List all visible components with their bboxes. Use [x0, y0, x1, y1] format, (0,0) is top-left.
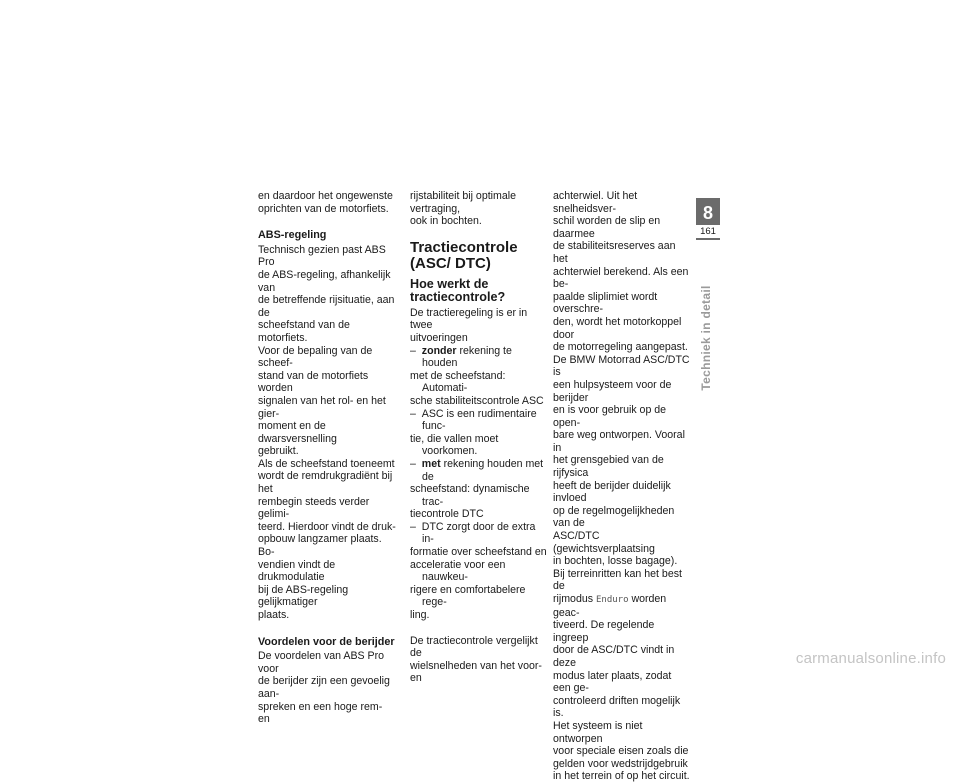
text-line: controleerd driften mogelijk is.	[553, 694, 681, 720]
text-line: paalde sliplimiet wordt overschre-	[553, 290, 658, 316]
text-line: de berijder zijn een gevoelig aan-	[258, 675, 390, 700]
abs-heading: ABS-regeling	[258, 229, 327, 242]
text-line: achterwiel berekend. Als een be-	[553, 265, 689, 291]
text-column-2	[410, 190, 548, 685]
text-line: de motorregeling aangepast.	[553, 341, 688, 354]
chapter-number: 8	[702, 203, 713, 223]
list-item	[410, 408, 548, 458]
abs-paragraph	[258, 244, 396, 622]
text-line: stand van de motorfiets worden	[258, 369, 369, 395]
text-line: het grensgebied van de rijfysica	[553, 454, 664, 480]
text-line: spreken en een hoge rem- en	[258, 700, 383, 726]
text-line: rigere en comfortabelere rege-	[410, 583, 526, 609]
text-line: modus later plaats, zodat een ge-	[553, 669, 672, 695]
list-item	[410, 345, 548, 408]
text-line: voor speciale eisen zoals die	[553, 745, 689, 758]
text-line: signalen van het rol- en het gier-	[258, 394, 386, 420]
text-line: opbouw langzamer plaats. Bo-	[258, 533, 382, 559]
text-line: rembegin steeds verder gelimi-	[258, 495, 370, 521]
text-line: moment en de dwarsversnelling	[258, 420, 337, 445]
text-line: plaats.	[258, 609, 290, 621]
page-number: 161	[696, 226, 720, 238]
subsection-heading: Hoe werkt de tractiecontrole?	[410, 276, 506, 305]
text-line: De tractieregeling is er in twee	[410, 306, 528, 332]
text-line: Voor de bepaling van de scheef-	[258, 344, 373, 370]
text-line: ling.	[410, 609, 430, 622]
dash-glyph: –	[410, 520, 416, 533]
intro-line: en daardoor het ongewenste	[258, 190, 393, 202]
emphasis-zonder: zonder	[421, 344, 457, 357]
dash-glyph: –	[410, 407, 416, 420]
text-line: bare weg ontworpen. Vooral in	[553, 429, 685, 454]
watermark: carmanualsonline.info	[795, 650, 946, 667]
text-line: gelden voor wedstrijdgebruik	[553, 757, 688, 770]
text-line: schil worden de slip en daarmee	[553, 215, 661, 240]
text-line: in bochten, losse bagage).	[553, 555, 678, 568]
text-line: scheefstand van de motorfiets.	[258, 319, 350, 344]
text-line: met de scheefstand: Automati-	[410, 369, 506, 395]
text-line: ASC/DTC (gewichtsverplaatsing	[553, 530, 655, 555]
text-line: De voordelen van ABS Pro voor	[258, 650, 385, 675]
emphasis-met: met	[421, 457, 441, 470]
text-line: en is voor gebruik op de open-	[553, 404, 667, 429]
text-column-3	[553, 190, 691, 783]
dash-glyph: –	[410, 344, 416, 357]
dash-glyph: –	[410, 457, 416, 470]
text-line: De BMW Motorrad ASC/DTC is	[553, 353, 690, 379]
text-line: tiveerd. De regelende ingreep	[553, 619, 655, 644]
text-line: wordt de remdrukgradiënt bij het	[258, 470, 393, 496]
intro-line: oprichten van de motorfiets.	[258, 202, 389, 215]
text-line: tiecontrole DTC	[410, 508, 484, 521]
text-line: in het terrein of op het circuit.	[553, 770, 690, 783]
text-line: gebruikt.	[258, 445, 299, 458]
text-line: bij de ABS-regeling gelijkmatiger	[258, 583, 349, 609]
text-fragment: rekening te houden	[422, 344, 512, 370]
section-heading: Tractiecontrole (ASC/ DTC)	[410, 238, 518, 272]
text-fragment: worden geac-	[553, 593, 667, 619]
list-item	[410, 458, 548, 521]
text-line: op de regelmogelijkheden van de	[553, 504, 675, 530]
text-line: formatie over scheefstand en	[410, 546, 547, 559]
text-line: achterwiel. Uit het snelheidsver-	[553, 190, 638, 215]
text-line: de stabiliteitsreserves aan het	[553, 240, 676, 265]
list-item	[410, 521, 548, 622]
text-line: scheefstand: dynamische trac-	[410, 483, 530, 508]
text-column-1	[258, 190, 396, 726]
text-line: teerd. Hierdoor vindt de druk-	[258, 520, 396, 533]
mode-name-enduro: Enduro	[595, 595, 629, 605]
text-line: heeft de berijder duidelijk invloed	[553, 479, 671, 505]
text-line	[553, 593, 691, 619]
text-line: de ABS-regeling, afhankelijk van	[258, 268, 391, 294]
text-line: door de ASC/DTC vindt in deze	[553, 644, 675, 669]
text-line: Bij terreinritten kan het best de	[553, 567, 682, 593]
section-side-title: Techniek in detail	[699, 285, 713, 391]
text-line: tie, die vallen moet voorkomen.	[410, 432, 499, 458]
text-line: sche stabiliteitscontrole ASC	[410, 394, 544, 407]
text-line: een hulpsysteem voor de berijder	[553, 378, 672, 404]
text-line: acceleratie voor een nauwkeu-	[410, 558, 506, 584]
text-fragment: rekening houden met de	[422, 457, 544, 483]
text-line: vendien vindt de drukmodulatie	[258, 558, 336, 584]
voordelen-heading: Voordelen voor de berijder	[258, 635, 395, 648]
text-line: wielsnelheden van het voor- en	[410, 659, 542, 685]
voordelen-paragraph	[258, 650, 396, 726]
text-fragment: rijmodus	[553, 593, 596, 605]
text-fragment: DTC zorgt door de extra in-	[421, 520, 536, 546]
text-line: Technisch gezien past ABS Pro	[258, 243, 386, 269]
text-line: Als de scheefstand toeneemt	[258, 457, 395, 470]
text-line: den, wordt het motorkoppel door	[553, 315, 682, 341]
text-line: Het systeem is niet ontworpen	[553, 719, 643, 745]
outro-paragraph	[410, 635, 548, 685]
text-line: uitvoeringen	[410, 331, 468, 344]
text-line: De tractiecontrole vergelijkt de	[410, 634, 538, 660]
text-line: ook in bochten.	[410, 215, 482, 228]
text-line: de betreffende rijsituatie, aan de	[258, 294, 395, 319]
text-fragment: ASC is een rudimentaire func-	[421, 407, 537, 433]
text-line: rijstabiliteit bij optimale vertraging,	[410, 190, 516, 215]
